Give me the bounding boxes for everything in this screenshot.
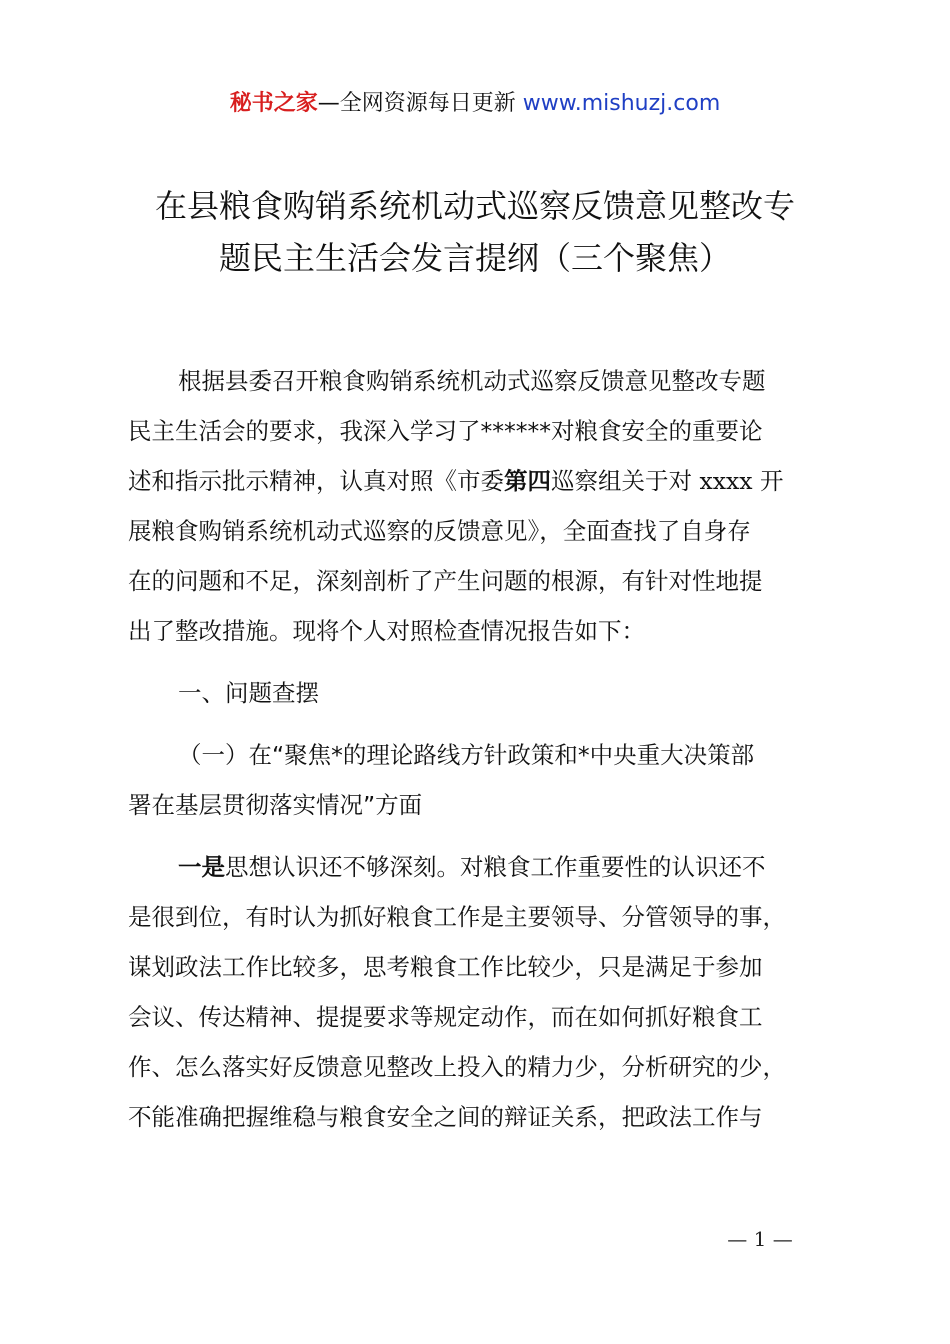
point-line: 会议、传达精神、提提要求等规定动作，而在如何抓好粮食工 bbox=[128, 1003, 763, 1031]
document-title bbox=[100, 180, 850, 284]
intro-bold-text: 第四 bbox=[504, 467, 551, 495]
point-line: 谋划政法工作比较多，思考粮食工作比较少，只是满足于参加 bbox=[128, 953, 763, 981]
title-line-1: 在县粮食购销系统机动式巡察反馈意见整改专 bbox=[154, 187, 795, 225]
subsection-paragraph bbox=[128, 730, 840, 830]
intro-line: 民主生活会的要求，我深入学习了******对粮食安全的重要论 bbox=[128, 417, 763, 445]
intro-placeholder-text: xxxx bbox=[692, 467, 760, 495]
point-lead: 一是 bbox=[178, 853, 225, 881]
subsection-line: （一）在“聚焦*的理论路线方针政策和*中央重大决策部 bbox=[178, 741, 755, 769]
brand-name: 秘书之家 bbox=[229, 91, 318, 116]
title-line-2: 题民主生活会发言提纲（三个聚焦） bbox=[218, 239, 731, 277]
site-url-link[interactable]: www.mishuzj.com bbox=[522, 91, 721, 116]
intro-line: 展粮食购销系统机动式巡察的反馈意见》，全面查找了自身存 bbox=[128, 517, 751, 545]
site-header bbox=[0, 88, 950, 120]
point-line: 是很到位，有时认为抓好粮食工作是主要领导、分管领导的事， bbox=[128, 903, 786, 931]
subsection-line: 署在基层贯彻落实情况”方面 bbox=[128, 791, 423, 819]
header-tagline: —全网资源每日更新 bbox=[317, 91, 516, 116]
intro-line: 在的问题和不足，深刻剖析了产生问题的根源，有针对性地提 bbox=[128, 567, 763, 595]
point-line: 作、怎么落实好反馈意见整改上投入的精力少，分析研究的少， bbox=[128, 1053, 786, 1081]
point-line: 不能准确把握维稳与粮食安全之间的辩证关系，把政法工作与 bbox=[128, 1103, 763, 1131]
intro-line bbox=[128, 456, 840, 506]
intro-line: 出了整改措施。现将个人对照检查情况报告如下： bbox=[128, 617, 645, 645]
page-number: — 1 — bbox=[727, 1227, 793, 1251]
section-heading: 一、问题查摆 bbox=[178, 679, 319, 707]
intro-text: 述和指示批示精神，认真对照《市委 bbox=[128, 467, 504, 495]
point-paragraph bbox=[128, 842, 840, 1142]
intro-text: 巡察组关于对 bbox=[551, 467, 692, 495]
intro-paragraph bbox=[128, 356, 840, 656]
point-line bbox=[128, 842, 840, 892]
point-text: 思想认识还不够深刻。对粮食工作重要性的认识还不 bbox=[225, 853, 766, 881]
intro-text: 开 bbox=[759, 467, 784, 495]
section-heading-block bbox=[128, 668, 840, 718]
intro-line: 根据县委召开粮食购销系统机动式巡察反馈意见整改专题 bbox=[178, 367, 766, 395]
